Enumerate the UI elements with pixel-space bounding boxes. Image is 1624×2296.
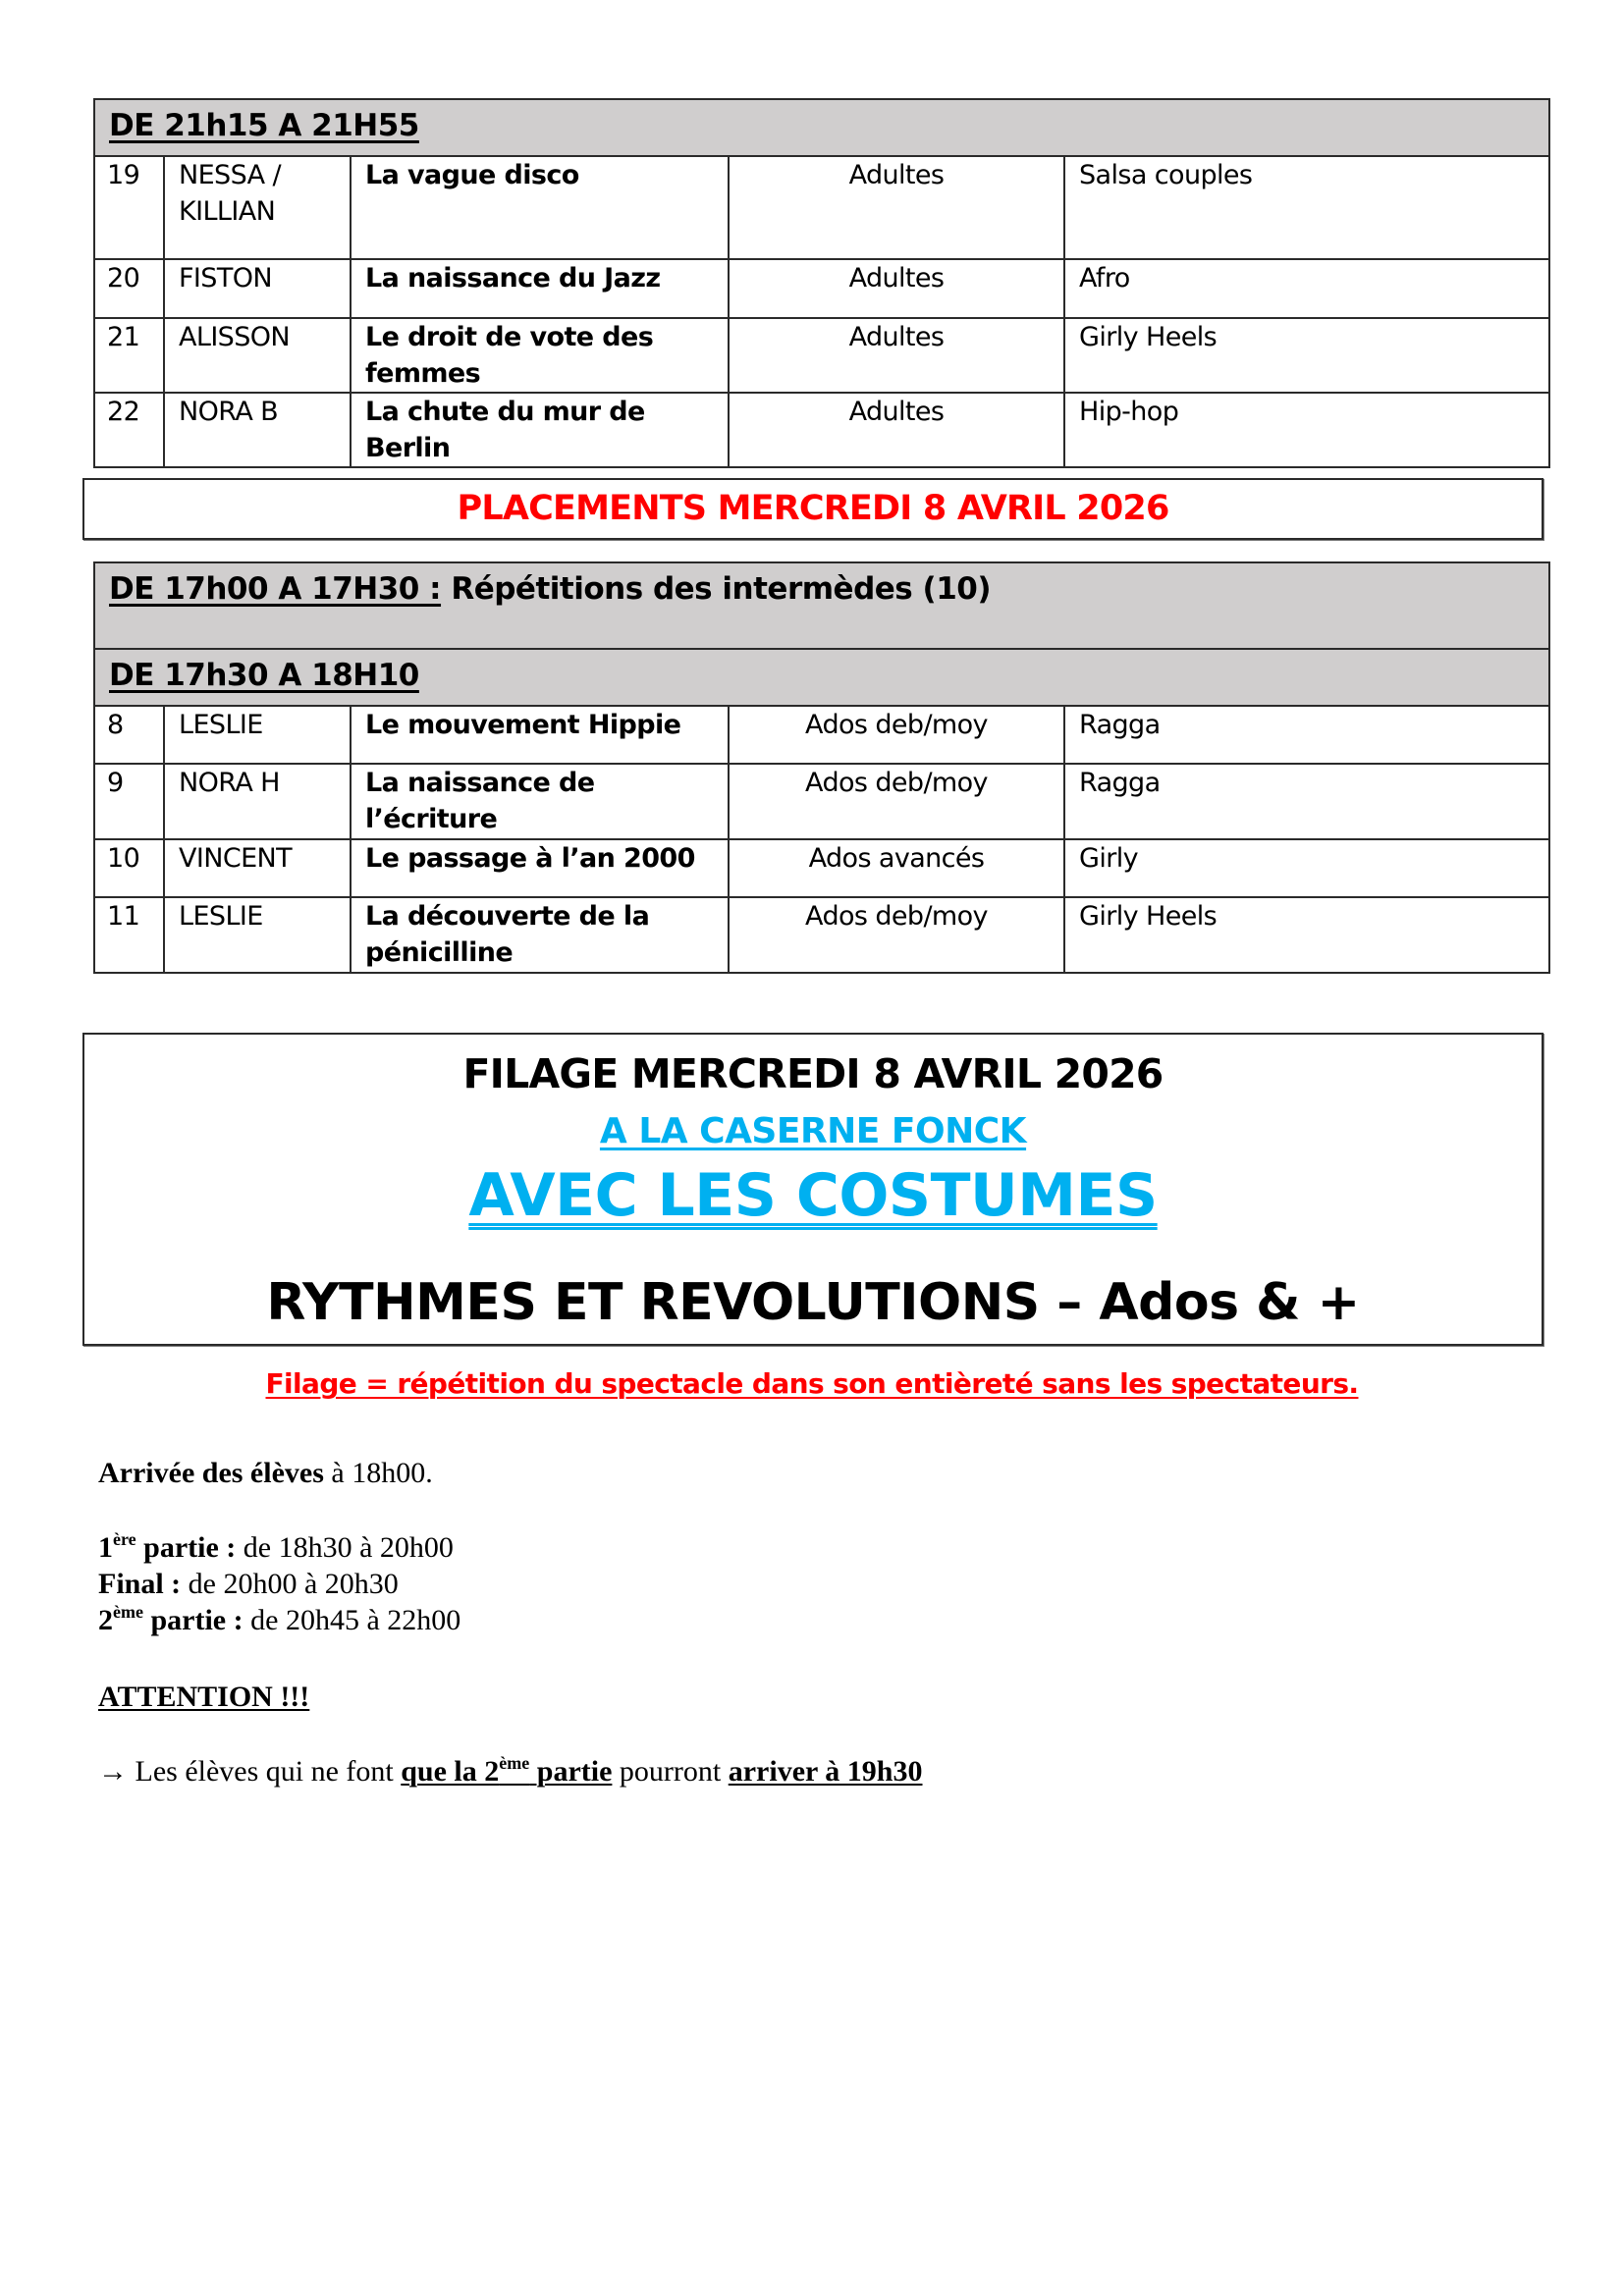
level: Adultes bbox=[729, 393, 1064, 467]
schedule-table-17h00 bbox=[93, 561, 1550, 974]
time-slot-header-intermedes bbox=[94, 562, 1549, 649]
arrival-label: Arrivée des élèves bbox=[98, 1457, 324, 1489]
dance-style: Hip-hop bbox=[1064, 393, 1549, 467]
level: Adultes bbox=[729, 259, 1064, 318]
note-text: Filage = répétition du spectacle dans son entièreté sans les spectateurs. bbox=[265, 1367, 1359, 1400]
table-row bbox=[94, 706, 1549, 764]
dance-theme: Le droit de vote des femmes bbox=[351, 318, 729, 393]
dance-style: Girly Heels bbox=[1064, 318, 1549, 393]
teacher-name: NORA B bbox=[164, 393, 351, 467]
table-row bbox=[94, 897, 1549, 973]
teacher-name: VINCENT bbox=[164, 839, 351, 897]
dance-theme: Le passage à l’an 2000 bbox=[351, 839, 729, 897]
filage-banner bbox=[82, 1033, 1543, 1346]
final-time: de 20h00 à 20h30 bbox=[181, 1568, 399, 1600]
arrival-value: à 18h00. bbox=[323, 1457, 433, 1489]
note-part: partie bbox=[529, 1755, 613, 1788]
arrival-time-emphasis: arriver à 19h30 bbox=[728, 1755, 923, 1788]
row-number: 9 bbox=[94, 764, 164, 839]
note-part: que la 2 bbox=[401, 1755, 500, 1788]
level: Adultes bbox=[729, 156, 1064, 259]
table-row bbox=[94, 156, 1549, 259]
part-1-number: 1 bbox=[98, 1531, 113, 1564]
placements-title: PLACEMENTS MERCREDI 8 AVRIL 2026 bbox=[457, 489, 1169, 528]
dance-style: Girly Heels bbox=[1064, 897, 1549, 973]
filage-title: FILAGE MERCREDI 8 AVRIL 2026 bbox=[462, 1050, 1164, 1097]
note-part: Les élèves qui ne font bbox=[128, 1755, 402, 1788]
late-arrival-note bbox=[98, 1753, 922, 1789]
filage-definition-note bbox=[0, 1366, 1624, 1402]
dance-theme: La découverte de la pénicilline bbox=[351, 897, 729, 973]
level: Ados avancés bbox=[729, 839, 1064, 897]
table-row bbox=[94, 393, 1549, 467]
part-1-label: partie : bbox=[135, 1531, 237, 1564]
level: Ados deb/moy bbox=[729, 897, 1064, 973]
note-emphasis bbox=[401, 1755, 612, 1788]
row-number: 10 bbox=[94, 839, 164, 897]
show-title: RYTHMES ET REVOLUTIONS – Ados & + bbox=[266, 1273, 1360, 1332]
table-row bbox=[94, 839, 1549, 897]
part-2-time: de 20h45 à 22h00 bbox=[243, 1604, 461, 1636]
part-2-ordinal: ème bbox=[113, 1602, 143, 1622]
row-number: 22 bbox=[94, 393, 164, 467]
attention-text: ATTENTION !!! bbox=[98, 1681, 310, 1713]
filage-location bbox=[84, 1109, 1542, 1154]
arrow-right-icon: → bbox=[98, 1755, 128, 1788]
table-row bbox=[94, 318, 1549, 393]
placements-banner bbox=[82, 478, 1543, 540]
teacher-name: NORA H bbox=[164, 764, 351, 839]
part-2-line bbox=[98, 1602, 460, 1638]
note-part: pourront bbox=[612, 1755, 729, 1788]
time-slot-header bbox=[94, 649, 1549, 706]
part-2-label: partie : bbox=[142, 1604, 244, 1636]
row-number: 19 bbox=[94, 156, 164, 259]
teacher-name: LESLIE bbox=[164, 706, 351, 764]
level: Adultes bbox=[729, 318, 1064, 393]
arrival-time-line bbox=[98, 1455, 433, 1491]
dance-style: Salsa couples bbox=[1064, 156, 1549, 259]
dance-style: Ragga bbox=[1064, 764, 1549, 839]
dance-theme: La chute du mur de Berlin bbox=[351, 393, 729, 467]
ordinal: ème bbox=[499, 1753, 530, 1773]
teacher-name: LESLIE bbox=[164, 897, 351, 973]
schedule-parts bbox=[98, 1529, 460, 1638]
part-2-number: 2 bbox=[98, 1604, 113, 1636]
row-number: 8 bbox=[94, 706, 164, 764]
dance-style: Girly bbox=[1064, 839, 1549, 897]
part-1-ordinal: ère bbox=[113, 1529, 136, 1549]
dance-theme: La naissance de l’écriture bbox=[351, 764, 729, 839]
teacher-name: NESSA / KILLIAN bbox=[164, 156, 351, 259]
attention-heading bbox=[98, 1679, 309, 1715]
filage-costumes bbox=[84, 1158, 1542, 1233]
row-number: 20 bbox=[94, 259, 164, 318]
table-row bbox=[94, 764, 1549, 839]
time-slot-label: DE 17h00 A 17H30 : bbox=[109, 571, 442, 607]
row-number: 21 bbox=[94, 318, 164, 393]
dance-style: Ragga bbox=[1064, 706, 1549, 764]
teacher-name: FISTON bbox=[164, 259, 351, 318]
table-row bbox=[94, 259, 1549, 318]
dance-theme: La naissance du Jazz bbox=[351, 259, 729, 318]
dance-theme: La vague disco bbox=[351, 156, 729, 259]
teacher-name: ALISSON bbox=[164, 318, 351, 393]
final-label: Final : bbox=[98, 1568, 182, 1600]
dance-theme: Le mouvement Hippie bbox=[351, 706, 729, 764]
time-slot-description: Répétitions des intermèdes (10) bbox=[441, 571, 991, 607]
time-slot-label: DE 17h30 A 18H10 bbox=[109, 658, 419, 693]
part-1-time: de 18h30 à 20h00 bbox=[236, 1531, 454, 1564]
dance-style: Afro bbox=[1064, 259, 1549, 318]
final-line bbox=[98, 1566, 460, 1602]
time-slot-label: DE 21h15 A 21H55 bbox=[109, 108, 419, 143]
location-text: A LA CASERNE FONCK bbox=[599, 1111, 1027, 1151]
time-slot-header bbox=[94, 99, 1549, 156]
row-number: 11 bbox=[94, 897, 164, 973]
level: Ados deb/moy bbox=[729, 706, 1064, 764]
level: Ados deb/moy bbox=[729, 764, 1064, 839]
part-1-line bbox=[98, 1529, 460, 1566]
schedule-table-21h15 bbox=[93, 98, 1550, 468]
costumes-text: AVEC LES COSTUMES bbox=[468, 1161, 1158, 1230]
